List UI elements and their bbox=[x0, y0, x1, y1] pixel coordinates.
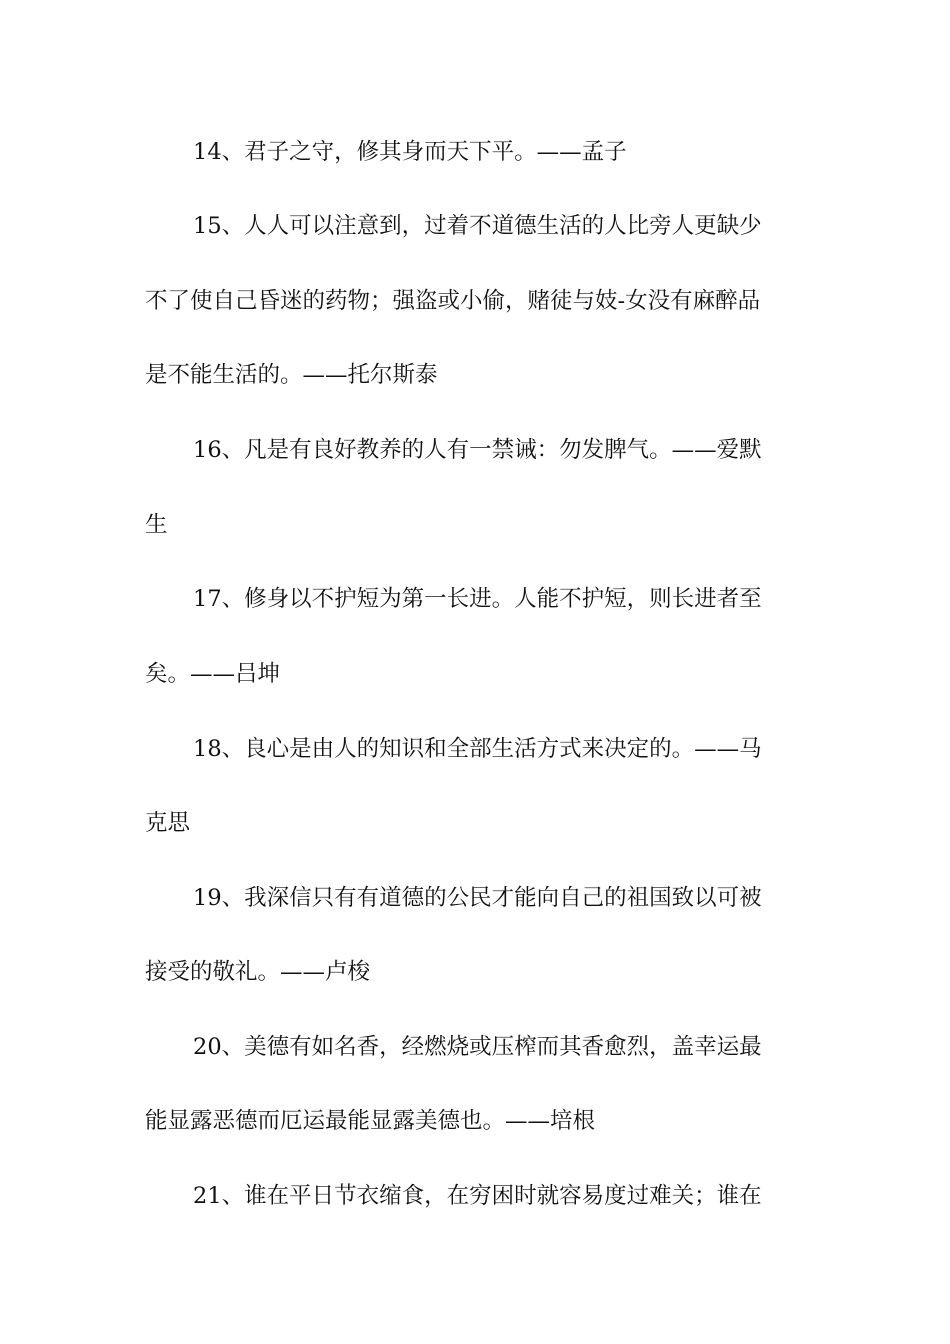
quote-21-line-1: 21、谁在平日节衣缩食，在穷困时就容易度过难关；谁在 bbox=[193, 1183, 762, 1209]
quote-19-line-1: 19、我深信只有有道德的公民才能向自己的祖国致以可被 bbox=[193, 885, 762, 911]
quote-16-line-1: 16、凡是有良好教养的人有一禁诫：勿发脾气。——爱默 bbox=[193, 437, 762, 463]
quote-16-line-2: 生 bbox=[145, 512, 168, 538]
quote-18-line-2: 克思 bbox=[145, 810, 191, 836]
quote-15-line-3: 是不能生活的。——托尔斯泰 bbox=[145, 362, 438, 388]
quote-19-line-2: 接受的敬礼。——卢梭 bbox=[145, 959, 371, 985]
quote-20-line-2: 能显露恶德而厄运最能显露美德也。——培根 bbox=[145, 1108, 596, 1134]
quote-20-line-1: 20、美德有如名香，经燃烧或压榨而其香愈烈，盖幸运最 bbox=[193, 1034, 762, 1060]
quote-15-line-1: 15、人人可以注意到，过着不道德生活的人比旁人更缺少 bbox=[193, 213, 762, 239]
quote-18-line-1: 18、良心是由人的知识和全部生活方式来决定的。——马 bbox=[193, 736, 762, 762]
quote-17-line-2: 矣。——吕坤 bbox=[145, 661, 281, 687]
quote-17-line-1: 17、修身以不护短为第一长进。人能不护短，则长进者至 bbox=[193, 586, 762, 612]
quote-15-line-2: 不了使自己昏迷的药物；强盗或小偷，赌徒与妓-女没有麻醉品 bbox=[145, 288, 761, 314]
quote-14: 14、君子之守，修其身而天下平。——孟子 bbox=[193, 139, 627, 165]
